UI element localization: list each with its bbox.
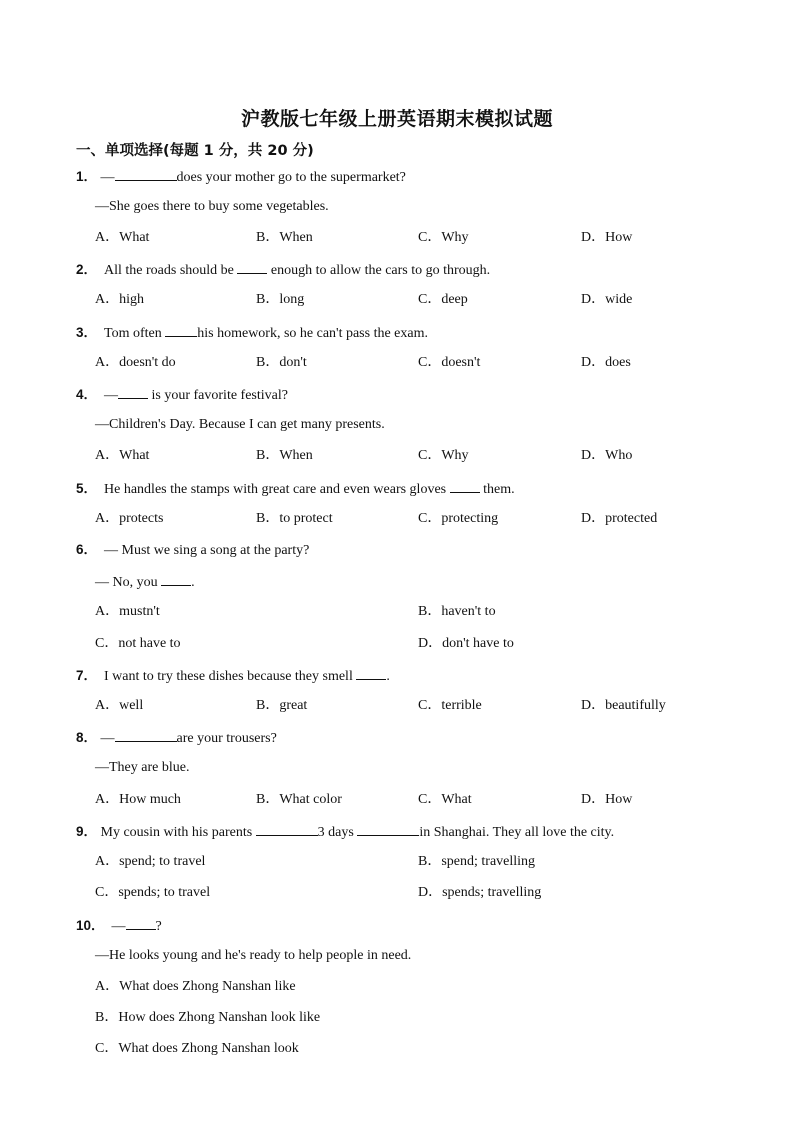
section-heading: 一、单项选择(每题 1 分，共 20 分) [76, 143, 314, 159]
stem-text: All the roads should be [104, 263, 238, 278]
option-d[interactable]: D．How [581, 792, 633, 807]
question-number: 5． [76, 481, 98, 496]
option-b[interactable]: B．to protect [256, 511, 333, 526]
question-number: 2． [76, 262, 98, 277]
stem-text: He handles the stamps with great care and even wears gloves [104, 482, 450, 497]
option-c[interactable]: C．What [418, 792, 472, 807]
response-text: . [191, 575, 195, 590]
option-a[interactable]: A．spend; to travel [95, 854, 206, 869]
stem-text: I want to try these dishes because they smell [104, 669, 357, 684]
option-b[interactable]: B．What color [256, 792, 342, 807]
answer-blank [357, 823, 419, 836]
question-7-stem [76, 667, 390, 685]
stem-text: Tom often [104, 326, 166, 341]
option-c[interactable]: C．protecting [418, 511, 499, 526]
question-5-stem [76, 480, 515, 498]
option-a[interactable]: A．high [95, 292, 144, 307]
answer-blank [356, 667, 386, 680]
option-b[interactable]: B．long [256, 292, 305, 307]
answer-blank [161, 573, 191, 586]
option-d[interactable]: D．don't have to [418, 636, 514, 651]
question-number: 4． [76, 387, 98, 402]
option-a[interactable]: A．What [95, 230, 150, 245]
option-d[interactable]: D．spends; travelling [418, 885, 542, 900]
stem-text: are your trousers? [176, 731, 277, 746]
stem-text: — [100, 731, 115, 746]
question-6-stem [76, 542, 309, 559]
option-d[interactable]: D．How [581, 230, 633, 245]
option-b[interactable]: B．don't [256, 355, 307, 370]
answer-blank [237, 261, 267, 274]
stem-text: in Shanghai. They all love the city. [419, 825, 615, 840]
option-a[interactable]: A．well [95, 698, 144, 713]
stem-text: — [104, 388, 119, 403]
option-c[interactable]: C．Why [418, 448, 469, 463]
option-c[interactable]: C．Why [418, 230, 469, 245]
option-b[interactable]: B．When [256, 230, 313, 245]
question-number: 1． [76, 169, 98, 184]
question-2-stem [76, 261, 490, 279]
option-d[interactable]: D．beautifully [581, 698, 666, 713]
stem-text: is your favorite festival? [148, 388, 288, 403]
stem-text: My cousin with his parents [100, 825, 256, 840]
answer-blank [256, 823, 318, 836]
option-a[interactable]: A．mustn't [95, 604, 160, 619]
option-d[interactable]: D．Who [581, 448, 633, 463]
stem-text: — [100, 170, 115, 185]
answer-blank [126, 917, 156, 930]
option-c[interactable]: C．deep [418, 292, 468, 307]
question-1-stem [76, 168, 406, 186]
option-c[interactable]: C．What does Zhong Nanshan look [95, 1041, 299, 1056]
question-number: 7． [76, 668, 98, 683]
answer-blank [450, 480, 480, 493]
question-number: 8． [76, 730, 98, 745]
option-a[interactable]: A．What does Zhong Nanshan like [95, 979, 296, 994]
option-b[interactable]: B．When [256, 448, 313, 463]
option-b[interactable]: B．great [256, 698, 308, 713]
question-number: 10． [76, 918, 105, 933]
page-title: 沪教版七年级上册英语期末模拟试题 [240, 108, 553, 130]
option-a[interactable]: A．How much [95, 792, 181, 807]
option-b[interactable]: B．haven't to [418, 604, 496, 619]
response-text: — No, you [95, 575, 162, 590]
stem-text: enough to allow the cars to go through. [267, 263, 491, 278]
stem-text: ? [155, 919, 162, 934]
stem-text: does your mother go to the supermarket? [176, 170, 406, 185]
option-c[interactable]: C．terrible [418, 698, 482, 713]
question-number: 3． [76, 325, 98, 340]
stem-text: his homework, so he can't pass the exam. [197, 326, 428, 341]
option-d[interactable]: D．wide [581, 292, 633, 307]
question-9-stem [76, 823, 614, 841]
answer-blank [118, 386, 148, 399]
stem-text: 3 days [317, 825, 358, 840]
option-a[interactable]: A．doesn't do [95, 355, 176, 370]
answer-blank [115, 168, 177, 181]
question-4-stem [76, 386, 288, 404]
option-c[interactable]: C．not have to [95, 636, 181, 651]
stem-text: . [386, 669, 390, 684]
answer-blank [165, 324, 197, 337]
stem-text: — Must we sing a song at the party? [104, 543, 310, 558]
stem-text: — [111, 919, 126, 934]
stem-text: them. [479, 482, 515, 497]
option-a[interactable]: A．protects [95, 511, 164, 526]
question-10-stem [76, 917, 162, 935]
question-1-response: —She goes there to buy some vegetables. [95, 199, 329, 214]
question-4-response: —Children's Day. Because I can get many presents. [95, 417, 385, 432]
option-c[interactable]: C．doesn't [418, 355, 481, 370]
option-c[interactable]: C．spends; to travel [95, 885, 211, 900]
option-d[interactable]: D．protected [581, 511, 658, 526]
question-number: 6． [76, 542, 98, 557]
question-10-response: —He looks young and he's ready to help people in need. [95, 948, 412, 963]
option-b[interactable]: B．spend; travelling [418, 854, 536, 869]
option-b[interactable]: B．How does Zhong Nanshan look like [95, 1010, 321, 1025]
option-d[interactable]: D．does [581, 355, 631, 370]
question-8-stem [76, 729, 277, 747]
question-6-response [95, 573, 195, 591]
question-8-response: —They are blue. [95, 760, 190, 775]
option-a[interactable]: A．What [95, 448, 150, 463]
question-3-stem [76, 324, 428, 342]
answer-blank [115, 729, 177, 742]
question-number: 9． [76, 824, 98, 839]
